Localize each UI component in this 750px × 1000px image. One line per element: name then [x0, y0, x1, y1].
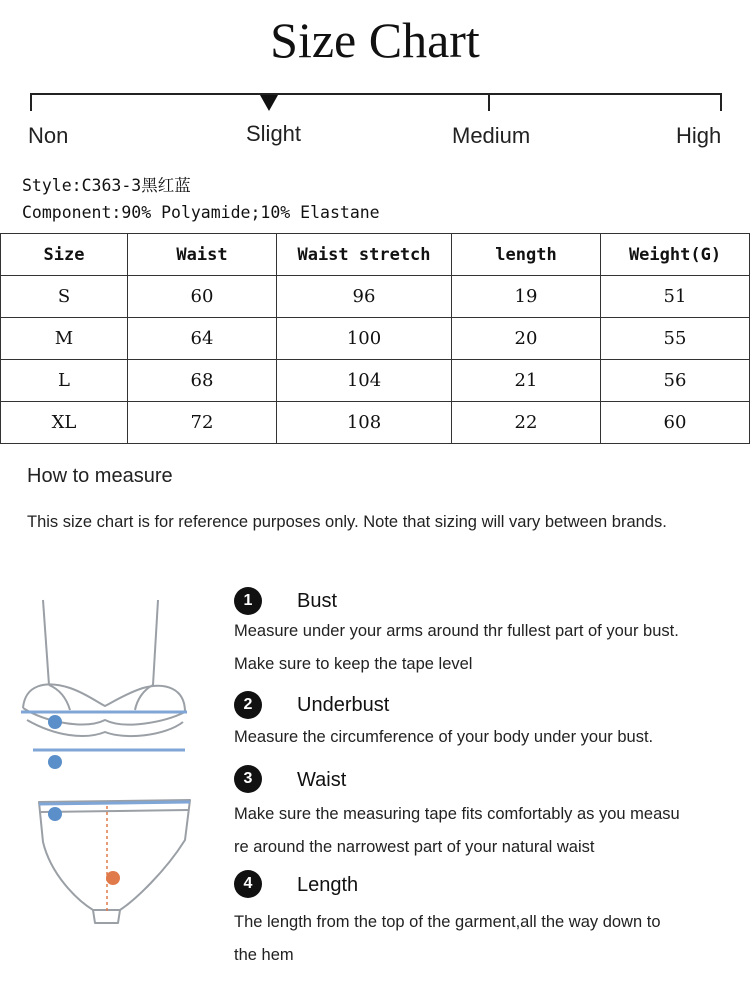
table-cell: 21: [452, 360, 601, 402]
table-cell: XL: [1, 402, 128, 444]
scale-label-medium: Medium: [452, 123, 531, 148]
scale-line: [30, 93, 722, 95]
table-cell: 68: [128, 360, 277, 402]
disclaimer-text: This size chart is for reference purposes only. Note that sizing will vary between brands.: [27, 513, 667, 531]
marker-3-icon: [48, 807, 62, 821]
table-header-cell: Weight(G): [601, 234, 750, 276]
table-cell: 72: [128, 402, 277, 444]
step-desc-line: The length from the top of the garment,all the way down to: [234, 913, 661, 931]
scale-pointer-icon: [260, 95, 278, 111]
size-table: [0, 233, 750, 444]
step-number-badge: 2: [234, 691, 262, 719]
table-row: [1, 276, 750, 318]
table-cell: 96: [277, 276, 452, 318]
table-cell: 56: [601, 360, 750, 402]
component-line: Component:90% Polyamide;10% Elastane: [22, 203, 380, 222]
table-cell: 60: [601, 402, 750, 444]
table-header-cell: Size: [1, 234, 128, 276]
table-cell: 22: [452, 402, 601, 444]
marker-1-icon: [48, 715, 62, 729]
table-row: [1, 318, 750, 360]
table-cell: 108: [277, 402, 452, 444]
marker-4-icon: [106, 871, 120, 885]
style-line: Style:C363-3黑红蓝: [22, 176, 191, 195]
step-desc-line: Make sure the measuring tape fits comfortably as you measu: [234, 805, 680, 823]
step-number-badge: 1: [234, 587, 262, 615]
table-cell: 104: [277, 360, 452, 402]
step-desc-line: Measure the circumference of your body under your bust.: [234, 728, 654, 746]
table-cell: 19: [452, 276, 601, 318]
table-header-cell: Waist: [128, 234, 277, 276]
step-title: Bust: [297, 590, 338, 612]
step-title: Waist: [297, 769, 347, 791]
waist-measure-line: [39, 802, 190, 804]
scale-label-high: High: [676, 123, 722, 148]
step-number-badge: 4: [234, 870, 262, 898]
scale-tick: [488, 93, 490, 111]
marker-2-icon: [48, 755, 62, 769]
table-header-row: [1, 234, 750, 276]
how-to-measure-heading: How to measure: [27, 465, 173, 487]
table-header-cell: length: [452, 234, 601, 276]
step-number-badge: 3: [234, 765, 262, 793]
table-cell: 64: [128, 318, 277, 360]
table-header-cell: Waist stretch: [277, 234, 452, 276]
garment-illustration: [15, 590, 215, 960]
table-cell: 55: [601, 318, 750, 360]
step-title: Length: [297, 874, 359, 896]
scale-label-non: Non: [28, 123, 69, 148]
table-cell: 20: [452, 318, 601, 360]
scale-label-slight: Slight: [246, 121, 302, 146]
table-cell: 100: [277, 318, 452, 360]
table-cell: M: [1, 318, 128, 360]
step-desc-line: Measure under your arms around thr fullest part of your bust.: [234, 622, 679, 640]
step-desc-line: Make sure to keep the tape level: [234, 655, 473, 673]
table-cell: L: [1, 360, 128, 402]
table-cell: 60: [128, 276, 277, 318]
scale-tick: [720, 93, 722, 111]
page-title: Size Chart: [270, 12, 480, 68]
table-cell: S: [1, 276, 128, 318]
step-desc-line: re around the narrowest part of your natural waist: [234, 838, 595, 856]
table-cell: 51: [601, 276, 750, 318]
table-row: [1, 360, 750, 402]
step-title: Underbust: [297, 694, 390, 716]
step-desc-line: the hem: [234, 946, 294, 964]
table-row: [1, 402, 750, 444]
scale-tick: [30, 93, 32, 111]
